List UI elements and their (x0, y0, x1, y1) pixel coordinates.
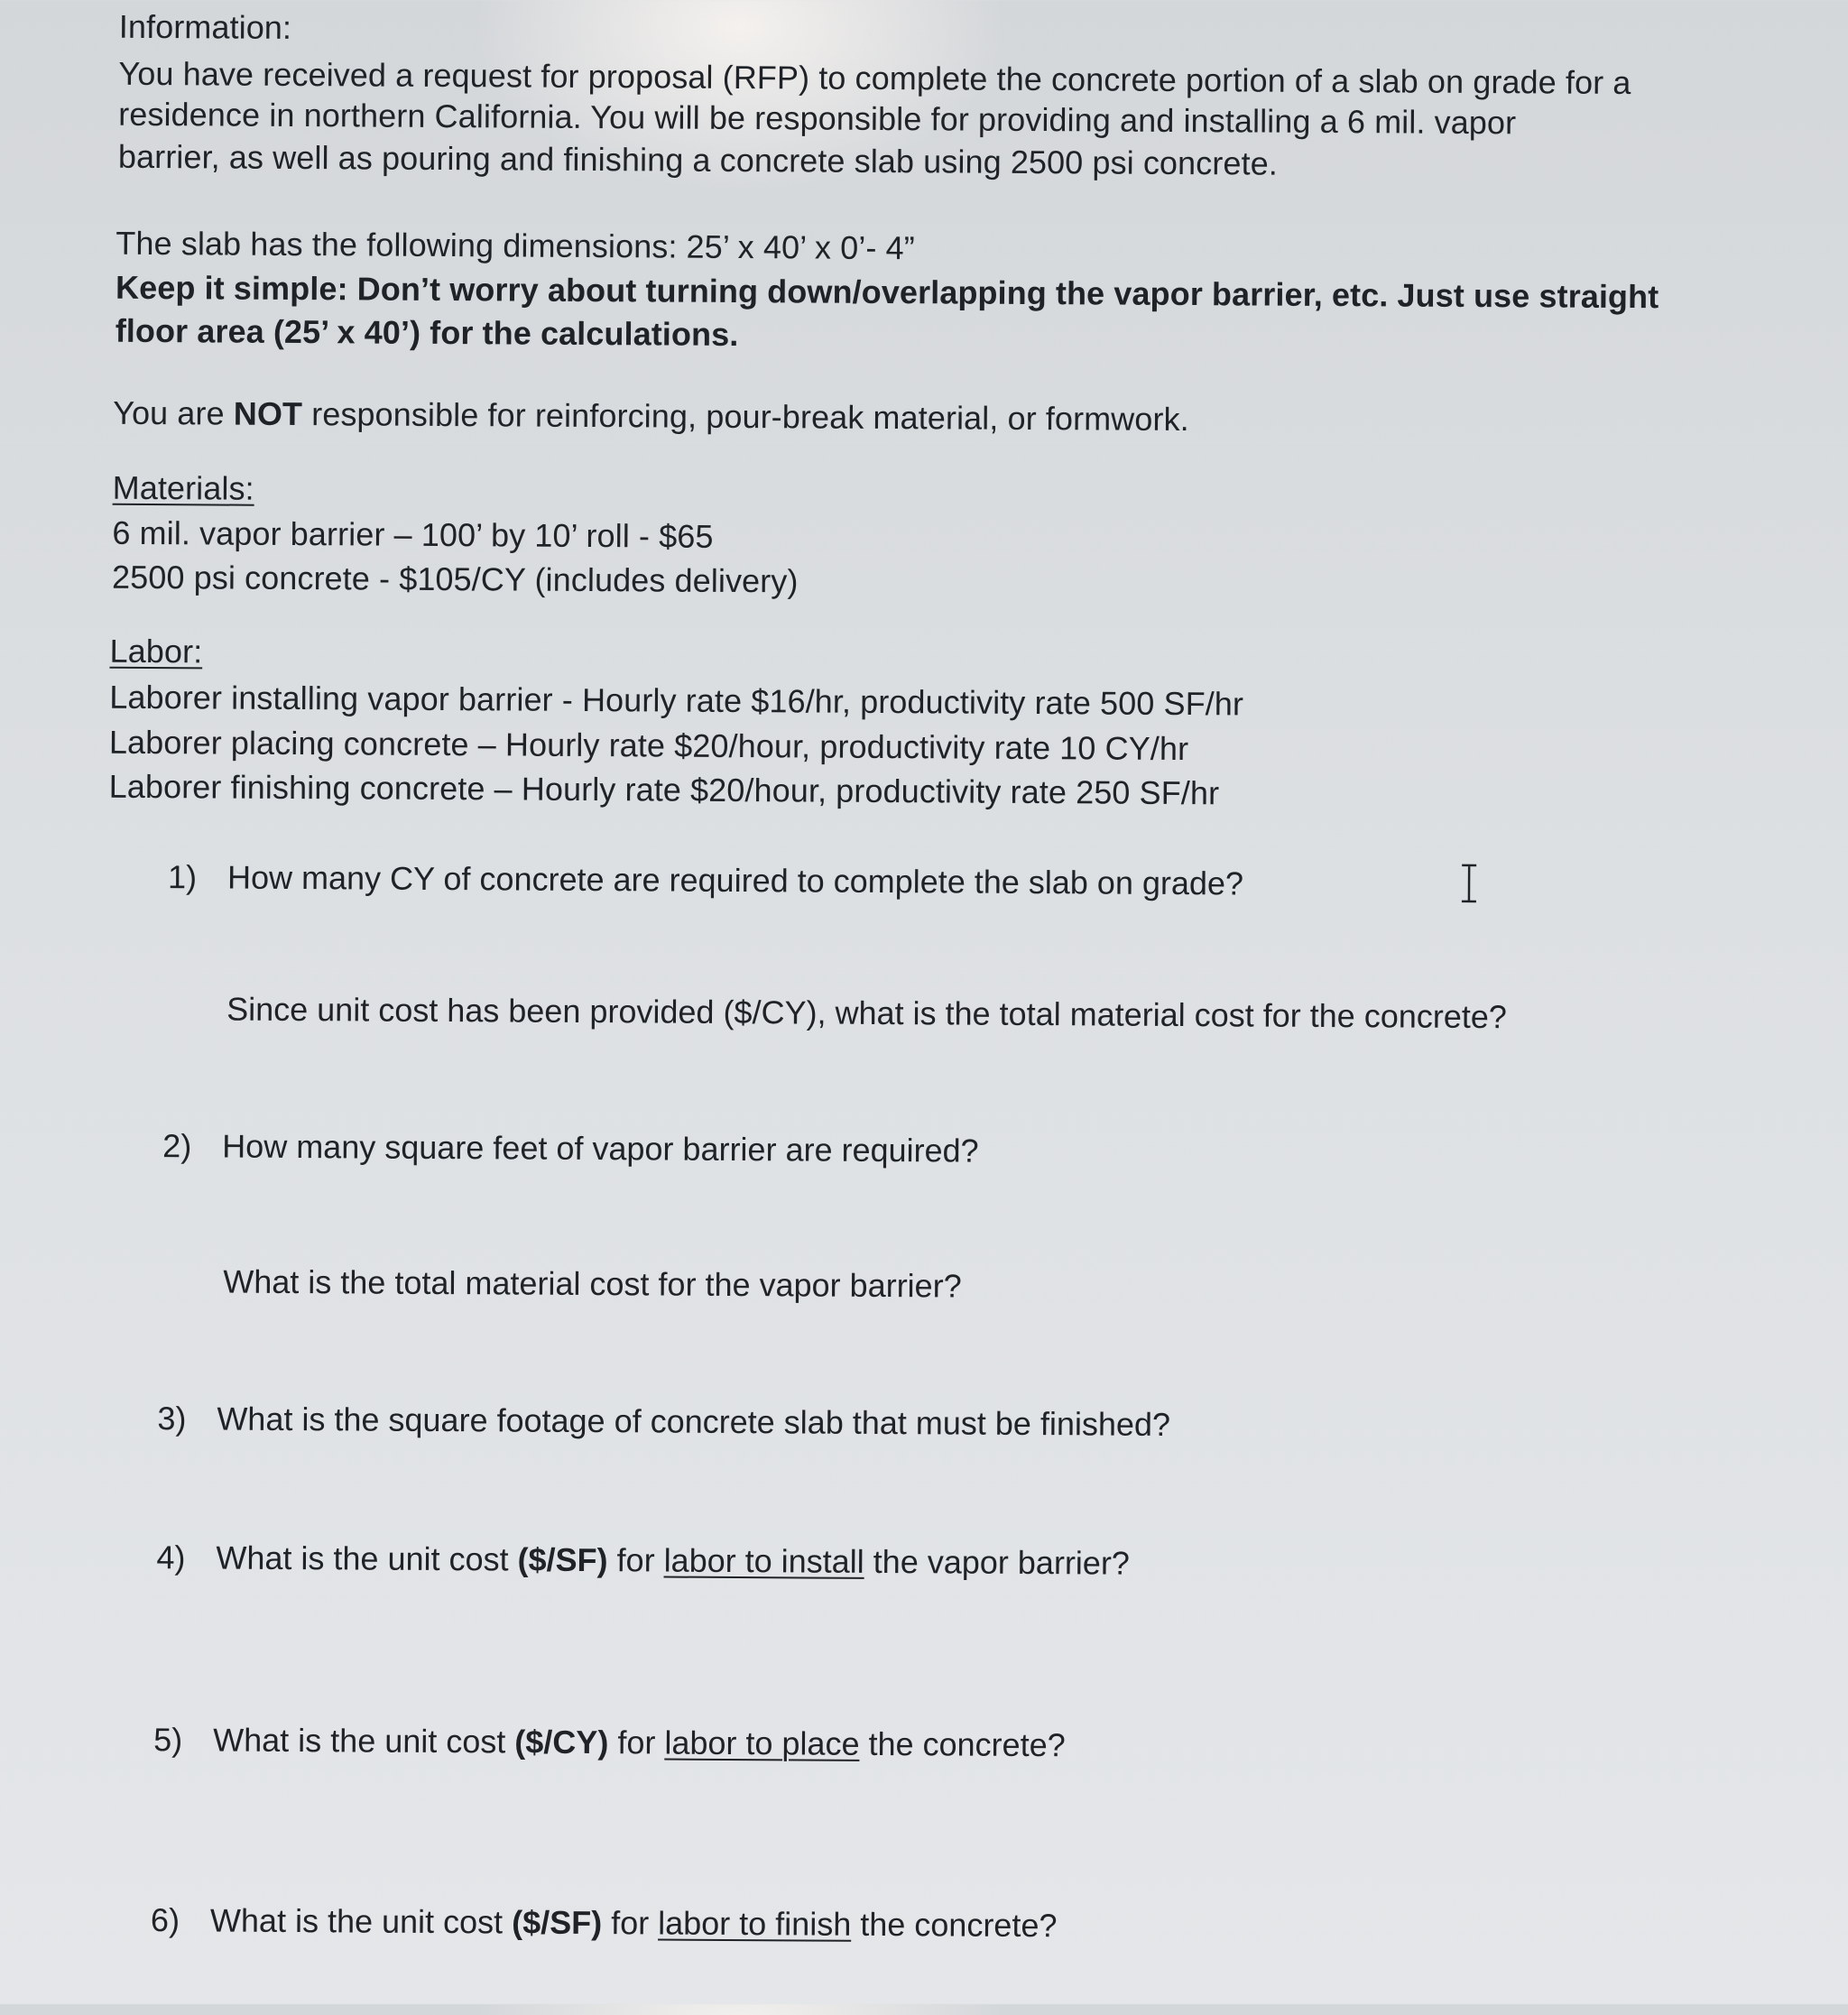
question-1 (168, 856, 1243, 904)
not-responsible-emphasis: NOT (233, 394, 303, 433)
text-cursor-icon (1456, 863, 1482, 904)
labor-placing-concrete: Laborer placing concrete – Hourly rate $20/hour, productivity rate 10 CY/hr (108, 723, 1189, 768)
question-2-text: How many square feet of vapor barrier are required? (222, 1127, 979, 1169)
question-2-number: 2) (162, 1127, 192, 1165)
question-1-number: 1) (167, 858, 198, 896)
question-6-number: 6) (150, 1901, 180, 1939)
question-4-number: 4) (156, 1539, 186, 1576)
question-5-number: 5) (153, 1721, 183, 1759)
labor-heading: Labor: (109, 632, 203, 670)
not-responsible-pre: You are (113, 393, 234, 432)
keep-simple-line-2: floor area (25’ x 40’) for the calculations. (115, 311, 739, 354)
slab-dimensions: The slab has the following dimensions: 25’ x 40’ x 0’- 4” (116, 224, 915, 267)
labor-finishing-concrete: Laborer finishing concrete – Hourly rate $20/hour, productivity rate 250 SF/hr (108, 767, 1220, 812)
question-4-unit: ($/SF) (517, 1540, 608, 1579)
question-4-post: the vapor barrier? (864, 1542, 1131, 1582)
question-6-labor-emphasis: labor to finish (658, 1904, 852, 1943)
not-responsible-note (113, 393, 1189, 440)
keep-simple-line-1: Keep it simple: Don’t worry about turning down/overlapping the vapor barrier, etc. Just use straight (115, 268, 1659, 316)
question-6-mid: for (602, 1904, 659, 1942)
question-6-post: the concrete? (851, 1905, 1058, 1945)
question-2 (162, 1125, 979, 1172)
question-1b: Since unit cost has been provided ($/CY), what is the total material cost for the concrete? (226, 990, 1508, 1036)
intro-line-3: barrier, as well as pouring and finishing a concrete slab using 2500 psi concrete. (117, 137, 1278, 182)
labor-vapor-barrier: Laborer installing vapor barrier - Hourly rate $16/hr, productivity rate 500 SF/hr (109, 678, 1244, 723)
question-5 (153, 1719, 1066, 1766)
question-6 (151, 1899, 1058, 1946)
question-5-labor-emphasis: labor to place (664, 1724, 860, 1762)
question-6-unit: ($/SF) (512, 1903, 603, 1942)
question-5-mid: for (608, 1724, 665, 1761)
question-3-number: 3) (157, 1400, 187, 1437)
intro-line-2: residence in northern California. You will be responsible for providing and installing a 6 mil. vapor (118, 95, 1517, 142)
information-heading: Information: (118, 7, 292, 46)
material-vapor-barrier: 6 mil. vapor barrier – 100’ by 10’ roll - $65 (112, 513, 714, 555)
question-5-post: the concrete? (859, 1724, 1066, 1764)
question-2b: What is the total material cost for the vapor barrier? (223, 1262, 962, 1305)
question-5-unit: ($/CY) (514, 1723, 609, 1761)
intro-line-1: You have received a request for proposal (RFP) to complete the concrete portion of a slab on grade for a (118, 54, 1631, 102)
question-5-pre: What is the unit cost (213, 1721, 515, 1761)
question-6-pre: What is the unit cost (209, 1901, 513, 1941)
question-4-mid: for (607, 1541, 664, 1579)
material-concrete: 2500 psi concrete - $105/CY (includes delivery) (111, 558, 799, 600)
materials-heading: Materials: (112, 468, 254, 507)
question-4-labor-emphasis: labor to install (663, 1541, 864, 1580)
question-3-text: What is the square footage of concrete slab that must be finished? (217, 1400, 1171, 1443)
question-4 (156, 1537, 1130, 1585)
question-1-text: How many CY of concrete are required to complete the slab on grade? (226, 858, 1244, 902)
question-3 (157, 1398, 1170, 1446)
question-4-pre: What is the unit cost (216, 1539, 518, 1578)
not-responsible-post: responsible for reinforcing, pour-break material, or formwork. (301, 395, 1189, 439)
